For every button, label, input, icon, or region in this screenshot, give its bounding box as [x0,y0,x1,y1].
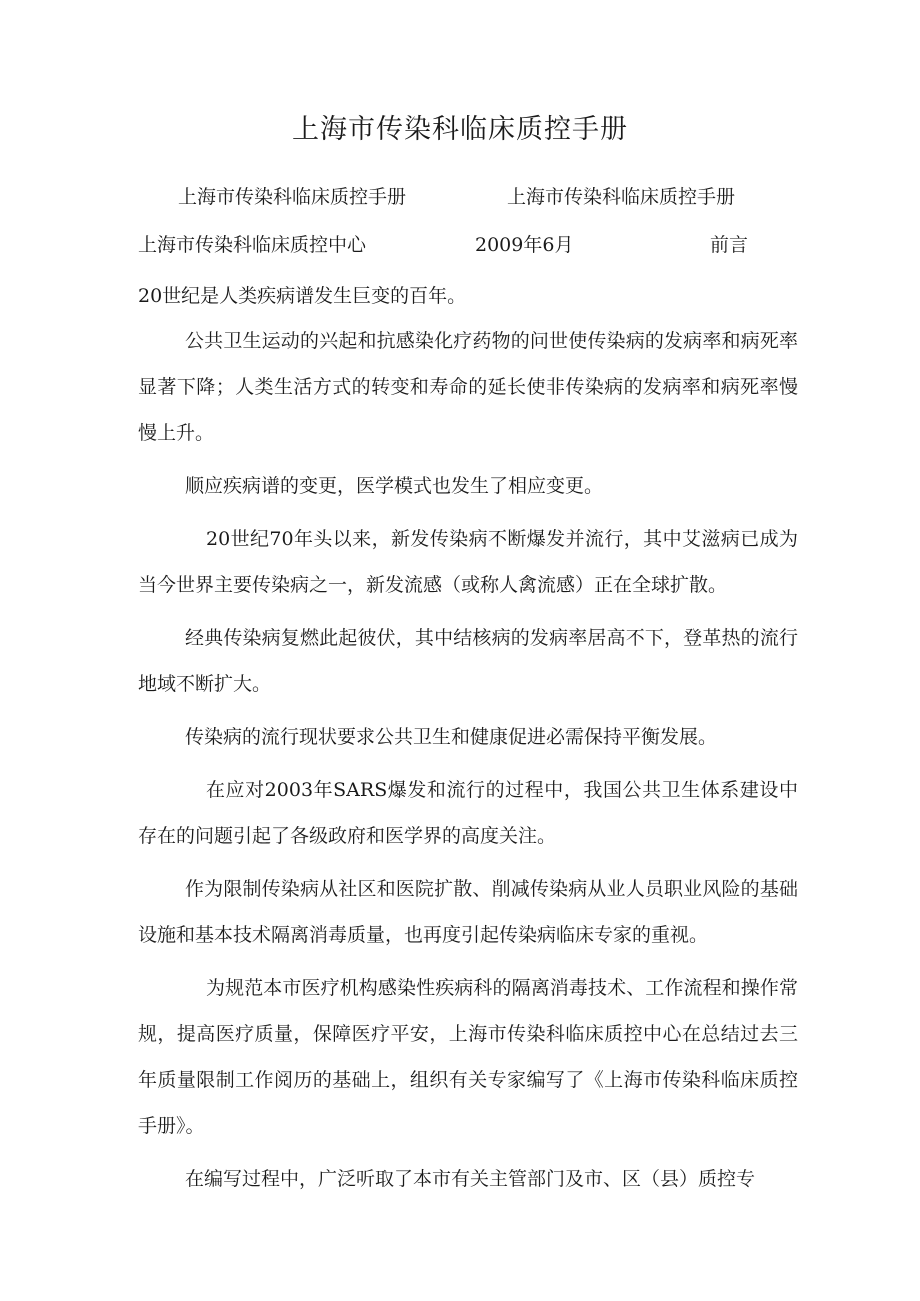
intro-line: 20世纪是人类疾病谱发生巨变的百年。 [138,285,467,307]
header-left-title: 上海市传染科临床质控手册 [178,186,407,208]
header-right-title: 上海市传染科临床质控手册 [507,186,736,208]
paragraph: 作为限制传染病从社区和医院扩散、削减传染病从业人员职业风险的基础设施和基本技术隔离消毒质量，也再度引起传染病临床专家的重视。 [138,878,798,946]
paragraph: 在编写过程中，广泛听取了本市有关主管部门及市、区（县）质控专 [185,1168,756,1190]
document-title: 上海市传染科临床质控手册 [292,114,628,145]
paragraph: 顺应疾病谱的变更，医学模式也发生了相应变更。 [185,475,604,497]
paragraph: 传染病的流行现状要求公共卫生和健康促进必需保持平衡发展。 [185,726,718,748]
paragraph: 经典传染病复燃此起彼伏，其中结核病的发病率居高不下，登革热的流行地域不断扩大。 [138,627,798,695]
section-heading-preface: 前言 [710,234,749,256]
body-text [138,318,798,1209]
organization-name: 上海市传染科临床质控中心 [138,234,367,256]
paragraph: 在应对2003年SARS爆发和流行的过程中，我国公共卫生体系建设中存在的问题引起了各级政府和医学界的高度关注。 [138,779,798,847]
publish-date: 2009年6月 [475,234,574,256]
paragraph: 20世纪70年头以来，新发传染病不断爆发并流行，其中艾滋病已成为当今世界主要传染病之一，新发流感（或称人禽流感）正在全球扩散。 [138,528,798,596]
paragraph: 为规范本市医疗机构感染性疾病科的隔离消毒技术、工作流程和操作常规，提高医疗质量，保障医疗平安，上海市传染科临床质控中心在总结过去三年质量限制工作阅历的基础上，组织有关专家编写了《上海市传染科临床质控手册》。 [138,977,798,1137]
paragraph: 公共卫生运动的兴起和抗感染化疗药物的问世使传染病的发病率和病死率显著下降；人类生活方式的转变和寿命的延长使非传染病的发病率和病死率慢慢上升。 [138,330,798,444]
